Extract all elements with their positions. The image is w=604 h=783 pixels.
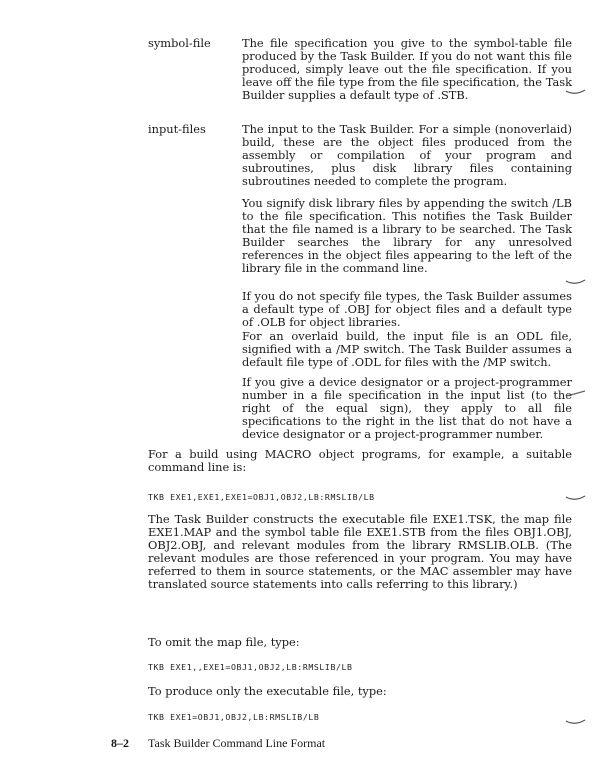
margin-mark-icon xyxy=(565,494,587,504)
paragraph-omit-map: To omit the map file, type: xyxy=(148,635,300,649)
margin-mark-icon xyxy=(565,88,587,98)
paragraph-explanation: The Task Builder constructs the executable file EXE1.TSK, the map file EXE1.MAP and the symbol table file EXE1.STB from the files OBJ1.OBJ, OBJ2.OBJ, and relevant modules from the library RMSLIB.OLB. (The relevant modules are those referenced in your program. You may have referred to them in source statements, or the MAC assembler may have translated source statements into calls referring to this library.) xyxy=(148,512,572,591)
margin-mark-icon xyxy=(565,278,587,288)
definition-term-symbol-file: symbol-file xyxy=(148,36,211,50)
code-command-line-3: TKB EXE1=OBJ1,OBJ2,LB:RMSLIB/LB xyxy=(148,712,320,722)
code-command-line-2: TKB EXE1,,EXE1=OBJ1,OBJ2,LB:RMSLIB/LB xyxy=(148,662,353,672)
page-number: 8–2 xyxy=(111,736,129,750)
definition-input-files-p2: You signify disk library files by appending the switch /LB to the file specification. This notifies the Task Builder that the file named is a library to be searched. The Task Builder searches the library for any unresolved references in the object files appearing to the left of the library file in the command line. xyxy=(242,196,572,275)
margin-mark-icon xyxy=(565,718,587,728)
definition-input-files-p4: For an overlaid build, the input file is an ODL file, signified with a /MP switch. The Task Builder assumes a default file type of .ODL for files with the /MP switch. xyxy=(242,329,572,369)
paragraph-build-example: For a build using MACRO object programs, for example, a suitable command line is: xyxy=(148,447,572,474)
definition-input-files-p1: The input to the Task Builder. For a simple (nonoverlaid) build, these are the object files produced from the assembly or compilation of your program and subroutines, plus disk library files containing subroutines needed to complete the program. xyxy=(242,122,572,188)
footer-section-title: Task Builder Command Line Format xyxy=(148,736,326,750)
margin-mark-icon xyxy=(565,390,587,400)
code-command-line-1: TKB EXE1,EXE1,EXE1=OBJ1,OBJ2,LB:RMSLIB/LB xyxy=(148,492,375,502)
paragraph-executable-only: To produce only the executable file, type: xyxy=(148,684,387,698)
definition-term-input-files: input-files xyxy=(148,122,206,136)
definition-input-files-p5: If you give a device designator or a project-programmer number in a file specification in the input list (to the right of the equal sign), they apply to all file specifications to the right in the list that do not have a device designator or a project-programmer number. xyxy=(242,375,572,441)
definition-symbol-file: The file specification you give to the symbol-table file produced by the Task Builder. If you do not want this file produced, simply leave out the file specification. If you leave off the file type from the file specification, the Task Builder supplies a default type of .STB. xyxy=(242,36,572,102)
definition-input-files-p3: If you do not specify file types, the Task Builder assumes a default type of .OBJ for object files and a default type of .OLB for object libraries. xyxy=(242,289,572,329)
